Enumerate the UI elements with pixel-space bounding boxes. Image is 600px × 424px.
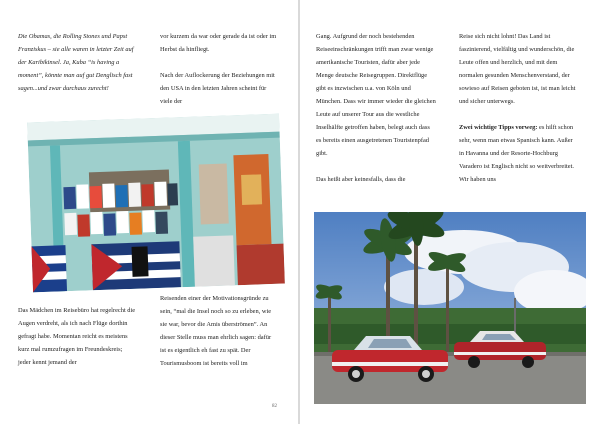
intro-text: Die Obamas, die Rolling Stones und Papst Franziskus – sie alle waren in letzter Zeit auf der Karibikinsel. Ja, Kuba “is having a moment”, könnte man auf gut Denglisch fast sagen...und zwar durchaus zurecht! bbox=[18, 33, 134, 92]
paragraph: Nach der Auflockerung der Beziehungen mit den USA in den letzten Jahren scheint für viele der bbox=[160, 72, 275, 105]
paragraph: Gang. Aufgrund der noch bestehenden Reiseeinschränkungen trifft man zwar wenige amerikanische Touristen, dafür aber jede Menge deutsche Reisegruppen. Direktflüge gibt es inzwischen u.a. von Köln und München. Dass wir immer wieder die gleichen Leute auf unserer Tour aus die westliche Inselhälfte getroffen haben, belegt auch dass es bereits einen ausgetretenen Touristenpfad gibt. bbox=[316, 33, 436, 157]
right-col2 bbox=[459, 30, 579, 199]
right-col1 bbox=[316, 30, 436, 199]
souvenir-shop-photo bbox=[27, 114, 285, 293]
tips-text: es hilft schon sehr, wenn man etwas Spanisch kann. Außer in Havanna und der Resorte-Hochburg Varadero ist Englisch nicht so weitverbreitet. Wir haben uns bbox=[459, 124, 574, 183]
photo-classic-cars-palms-icon bbox=[314, 212, 586, 404]
paragraph: Das heißt aber keinesfalls, dass die bbox=[316, 176, 406, 183]
paragraph: Reise sich nicht lohnt! Das Land ist faszinierend, vielfältig und wunderschön, die Leute offen und herzlich, und mit dem normalen gesunden Menschenverstand, der sowieso auf Reisen geboten ist, ist man leicht und sicher unterwegs. bbox=[459, 33, 576, 105]
tips-paragraph bbox=[459, 121, 579, 186]
left-col2-top bbox=[160, 30, 278, 121]
page-number: 82 bbox=[272, 404, 277, 409]
tips-heading: Zwei wichtige Tipps vorweg: bbox=[459, 124, 538, 131]
right-page bbox=[300, 0, 600, 424]
paragraph: vor kurzem da war oder gerade da ist oder im Herbst da hinfliegt. bbox=[160, 33, 277, 53]
classic-cars-photo bbox=[314, 212, 586, 404]
left-col2-bottom: Reisenden einer der Motivationsgründe zu sein, “mal die Insel noch so zu erleben, wie sie war, bevor die Amis überströmen”. An dieser Stelle muss man ehrlich sagen: dafür ist es eigentlich eh fast zu spät. Der Tourismusboom ist bereits voll im bbox=[160, 295, 272, 367]
left-col1-bottom: Das Mädchen im Reisebüro hat regelrecht die Augen verdreht, als ich nach Flüge dorthin gefragt habe. Momentan reicht es meistens kurz mal rumzufragen im Freundeskreis; jeder kennt jemand der bbox=[18, 307, 136, 366]
left-page bbox=[0, 0, 298, 424]
photo-souvenir-shop-icon bbox=[27, 114, 285, 293]
